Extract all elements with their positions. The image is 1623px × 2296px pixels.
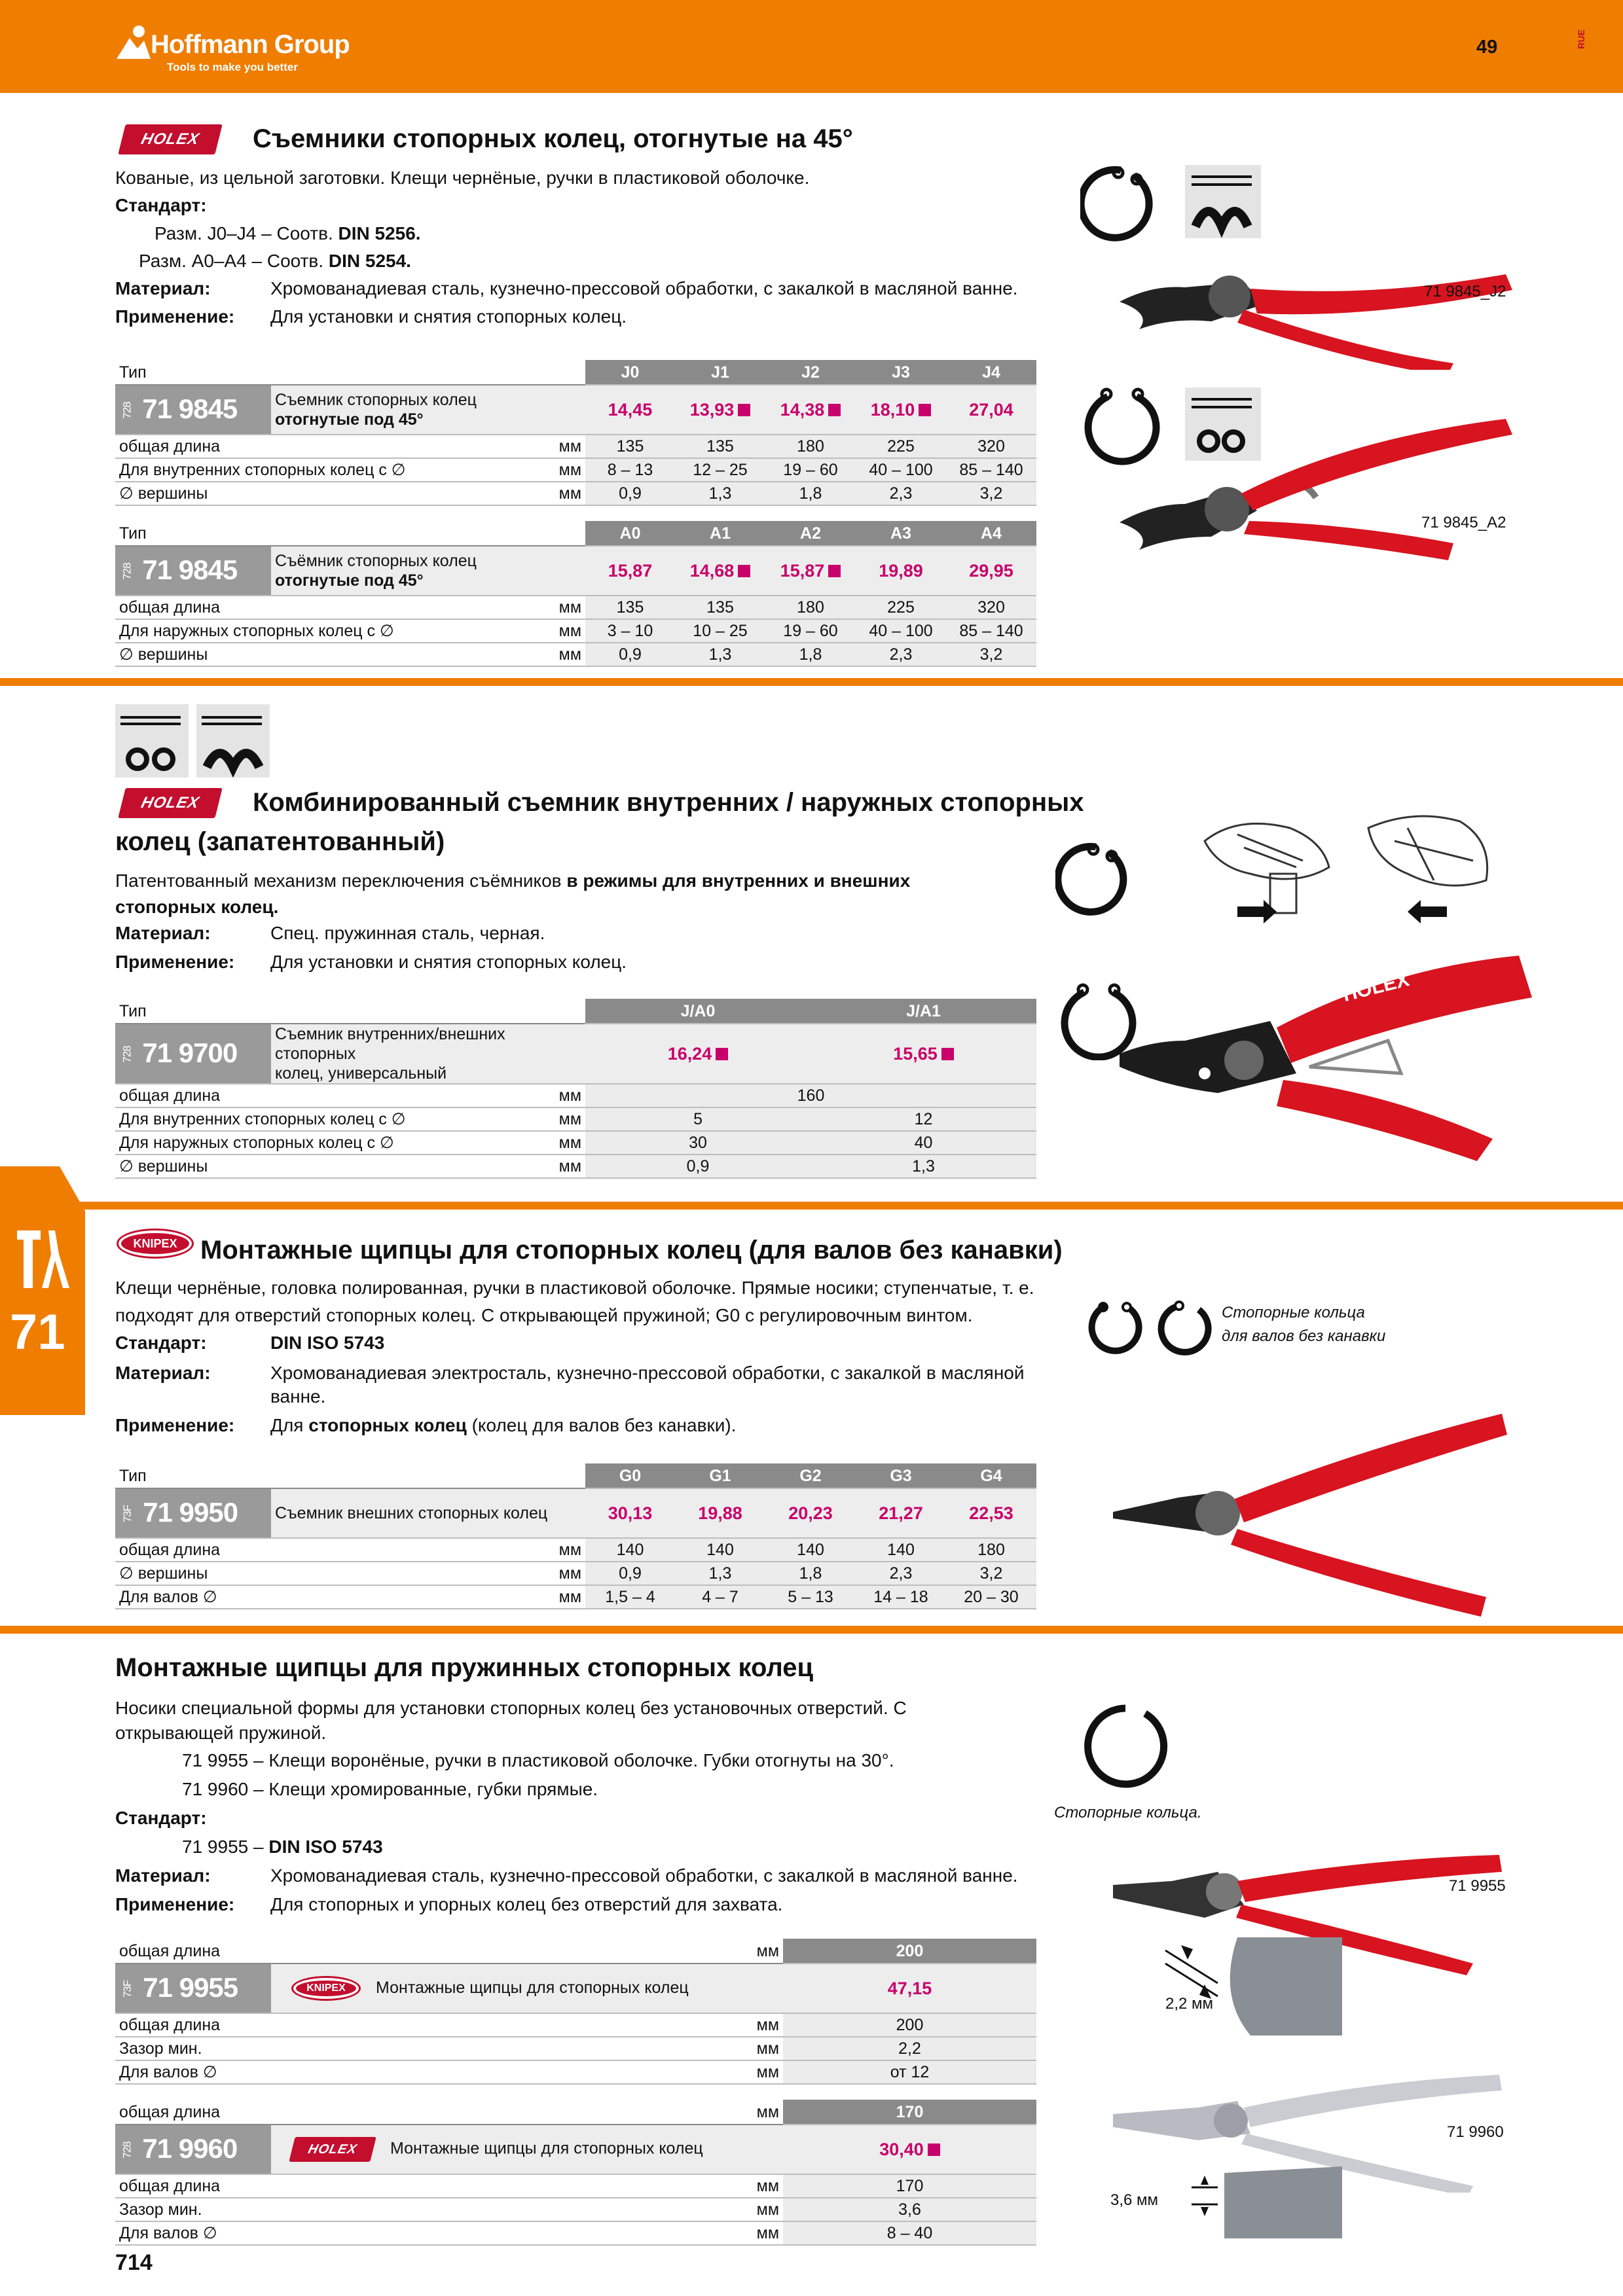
price-cell: 21,27 — [856, 1488, 946, 1538]
article-number: 728 71 9845 — [115, 546, 271, 596]
material-label: Материал: — [115, 278, 211, 298]
page-number-top: 49 — [1476, 37, 1498, 58]
tool-brand-print: HOLEX — [1340, 969, 1412, 1007]
application-text: Для стопорных и упорных колец без отверстий для захвата. — [270, 1894, 783, 1914]
pliers-icon — [14, 1228, 71, 1291]
application-label: Применение: — [115, 952, 235, 972]
price-cell: 19,89 — [856, 546, 946, 596]
application-label: Применение: — [115, 1415, 235, 1435]
section2-description: Патентованный механизм переключения съёмников в режимы для внутренних и внешних стопорных колец. — [115, 870, 911, 917]
material-text: Хромованадиевая сталь, кузнечно-прессовой обработки, с закалкой в масляной ванне. — [270, 1865, 1018, 1886]
knipex-brand-badge: KNIPEX — [293, 1978, 359, 1999]
knipex-brand-badge: KNIPEX — [119, 1230, 192, 1257]
price-cell: 15,87 — [585, 546, 675, 596]
application-label: Применение: — [115, 1894, 235, 1914]
price-cell: 27,04 — [946, 385, 1036, 435]
application-text: Для установки и снятия стопорных колец. — [270, 306, 627, 327]
price-cell: 15,65 — [811, 1024, 1036, 1084]
price-cell: 18,10 — [856, 385, 946, 435]
application-text: Для установки и снятия стопорных колец. — [270, 952, 627, 972]
material-label: Материал: — [115, 923, 211, 943]
standard-label: Стандарт: — [115, 1808, 207, 1828]
price-cell: 47,15 — [783, 1964, 1036, 2013]
internal-ring-pictograms — [1080, 164, 1264, 249]
section4-description-line2: открывающей пружиной. — [115, 1723, 327, 1743]
price-cell: 14,45 — [585, 385, 675, 435]
section-divider — [0, 678, 1623, 686]
ring-caption-line2: для валов без канавки — [1222, 1327, 1386, 1345]
standard-line-2: Разм. A0–A4 – Соотв. DIN 5254. — [139, 251, 411, 271]
application-label: Применение: — [115, 306, 235, 327]
holex-brand-badge: HOLEX — [289, 2137, 376, 2162]
section-divider — [0, 1626, 1623, 1634]
jaw-detail-719960-image — [1152, 2153, 1342, 2251]
chapter-number: 71 — [10, 1304, 65, 1360]
section3-description-line1: Клещи чернёные, головка полированная, ручки в пластиковой оболочке. Прямые носики; ступенчатые, т. е. — [115, 1278, 1034, 1298]
price-cell: 14,38 — [765, 385, 856, 435]
material-label: Материал: — [115, 1865, 211, 1886]
standard-value: DIN ISO 5743 — [270, 1333, 385, 1353]
mechanism-sketch-image — [1198, 802, 1506, 933]
section3-description-line2: подходят для отверстий стопорных колец. С открывающей пружиной; G0 с регулировочным винтом. — [115, 1305, 973, 1325]
application-text: Для стопорных колец (колец для валов без канавки). — [270, 1415, 737, 1435]
spec-table-719845-J: Тип J0 J1 J2 J3 J4 728 71 9845 Съемник стопорных колец отогнутые под 45° 14,45 13,93 14,38 18,10 27,04 общая длина мм 135 135 180 225 320 Для внутренних стопорных колец с ∅ мм 8 – 13 12 – 25 19 – 60 40 – 100 85 – 140 ∅ вершины мм 0,9 1,3 1,8 2,3 3,2 — [115, 360, 1036, 506]
ring-caption: Стопорные кольца. — [1054, 1804, 1202, 1821]
price-cell: 16,24 — [585, 1024, 811, 1084]
price-cell: 22,53 — [946, 1488, 1036, 1538]
spec-table-719960: общая длина мм 170 728 71 9960 HOLEX Монтажные щипцы для стопорных колец 30,40 общая длина мм 170 Зазор мин. мм 3,6 Для валов ∅ мм 8 – 40 — [115, 2100, 1036, 2246]
image-caption: 71 9845_J2 — [1424, 283, 1506, 300]
variant-line-2: 71 9960 – Клещи хромированные, губки прямые. — [182, 1779, 598, 1799]
pliers-719845-A2-image — [1113, 412, 1539, 576]
brand-tagline: Tools to make you better — [167, 61, 298, 73]
standard-line: 71 9955 – DIN ISO 5743 — [182, 1837, 383, 1857]
material-text: Хромованадиевая сталь, кузнечно-прессовой обработки, с закалкой в масляной ванне. — [270, 278, 1018, 298]
article-number: 73F 71 9955 — [115, 1964, 271, 2013]
variant-line-1: 71 9955 – Клещи воронёные, ручки в пластиковой оболочке. Губки отогнуты на 30°. — [182, 1750, 894, 1770]
section4-title: Монтажные щипцы для пружинных стопорных колец — [115, 1653, 814, 1682]
page-number-bottom: 714 — [115, 2250, 153, 2275]
gap-dimension-label: 3,6 мм — [1110, 2191, 1159, 2209]
section3-title: Монтажные щипцы для стопорных колец (для валов без канавки) — [200, 1236, 1063, 1265]
material-text-line2: ванне. — [270, 1386, 326, 1407]
holex-brand-badge: HOLEX — [118, 124, 222, 154]
price-cell: 14,68 — [675, 546, 765, 596]
article-number: 728 71 9960 — [115, 2125, 271, 2174]
article-number: 728 71 9700 — [115, 1024, 271, 1084]
price-cell: 15,87 — [765, 546, 856, 596]
standard-label: Стандарт: — [115, 1333, 207, 1353]
ring-caption-line1: Стопорные кольца — [1222, 1304, 1365, 1321]
spec-table-719845-A: Тип A0 A1 A2 A3 A4 728 71 9845 Съёмник стопорных колец отогнутые под 45° 15,87 14,68 15,87 19,89 29,95 общая длина мм 135 135 180 225 320 Для наружных стопорных колец с ∅ мм 3 – 10 10 – 25 19 – 60 40 – 100 85 – 140 ∅ вершины мм 0,9 1,3 1,8 2,3 3,2 — [115, 521, 1036, 667]
price-cell: 20,23 — [765, 1488, 856, 1538]
image-caption: 71 9845_A2 — [1421, 514, 1506, 531]
gap-dimension-label: 2,2 мм — [1165, 1995, 1214, 2013]
pushnut-ring-pictograms — [1084, 1299, 1214, 1365]
section-divider — [0, 1202, 1623, 1210]
section2-title-line1: Комбинированный съемник внутренних / наружных стопорных — [253, 788, 1084, 817]
standard-label: Стандарт: — [115, 195, 207, 215]
section1-description: Кованые, из цельной заготовки. Клещи чернёные, ручки в пластиковой оболочке. — [115, 168, 810, 188]
image-caption: 71 9960 — [1447, 2123, 1504, 2141]
price-cell: 19,88 — [675, 1488, 765, 1538]
spring-ring-pictogram — [1084, 1700, 1175, 1792]
material-text-line1: Хромованадиевая электросталь, кузнечно-прессовой обработки, с закалкой в масляной — [270, 1363, 1025, 1383]
section1-title: Съемники стопорных колец, отогнутые на 45° — [253, 124, 853, 153]
pliers-719950-image — [1106, 1401, 1512, 1623]
price-cell: 30,13 — [585, 1488, 675, 1538]
spec-table-719700: Тип J/A0 J/A1 728 71 9700 Съемник внутренних/внешних стопорных колец, универсальный 16,24 15,65 общая длина мм 160 Для внутренних стопорных колец с ∅ мм 5 12 Для наружных стопорных колец с ∅ мм 30 40 ∅ вершины мм 0,9 1,3 — [115, 999, 1036, 1179]
spec-table-719950: Тип G0 G1 G2 G3 G4 73F 71 9950 Съемник внешних стопорных колец 30,13 19,88 20,23 21,27 22,53 общая длина мм 140 140 140 140 180 ∅ вершины мм 0,9 1,3 1,8 2,3 3,2 Для валов ∅ мм 1,5 – 4 4 – 7 5 – 13 14 – 18 20 – 30 — [115, 1463, 1036, 1609]
section2-title-line2: колец (запатентованный) — [115, 827, 445, 856]
pliers-719845-J2-image — [1113, 259, 1539, 370]
spec-table-719955: общая длина мм 200 73F 71 9955 KNIPEX Монтажные щипцы для стопорных колец 47,15 общая длина мм 200 Зазор мин. мм 2,2 Для валов ∅ мм от 12 — [115, 1939, 1036, 2085]
price-cell: 29,95 — [946, 546, 1036, 596]
holex-brand-badge: HOLEX — [118, 788, 222, 818]
jaw-detail-719955-image — [1152, 1931, 1342, 2036]
hoffmann-logo-icon — [115, 24, 151, 60]
ring-type-pictograms — [115, 704, 272, 779]
section4-description-line1: Носики специальной формы для установки стопорных колец без установочных отверстий. С — [115, 1698, 907, 1718]
combi-pliers-719700-image — [1113, 942, 1539, 1165]
article-number: 73F 71 9950 — [115, 1488, 271, 1538]
standard-line-1: Разм. J0–J4 – Соотв. DIN 5256. — [155, 223, 421, 243]
region-code: RUE — [1575, 29, 1586, 49]
price-cell: 30,40 — [783, 2125, 1036, 2174]
material-text: Спец. пружинная сталь, черная. — [270, 923, 545, 943]
image-caption: 71 9955 — [1449, 1877, 1506, 1895]
material-label: Материал: — [115, 1363, 211, 1383]
article-number: 728 71 9845 — [115, 385, 271, 435]
brand-name: Hoffmann Group — [151, 30, 350, 59]
price-cell: 13,93 — [675, 385, 765, 435]
